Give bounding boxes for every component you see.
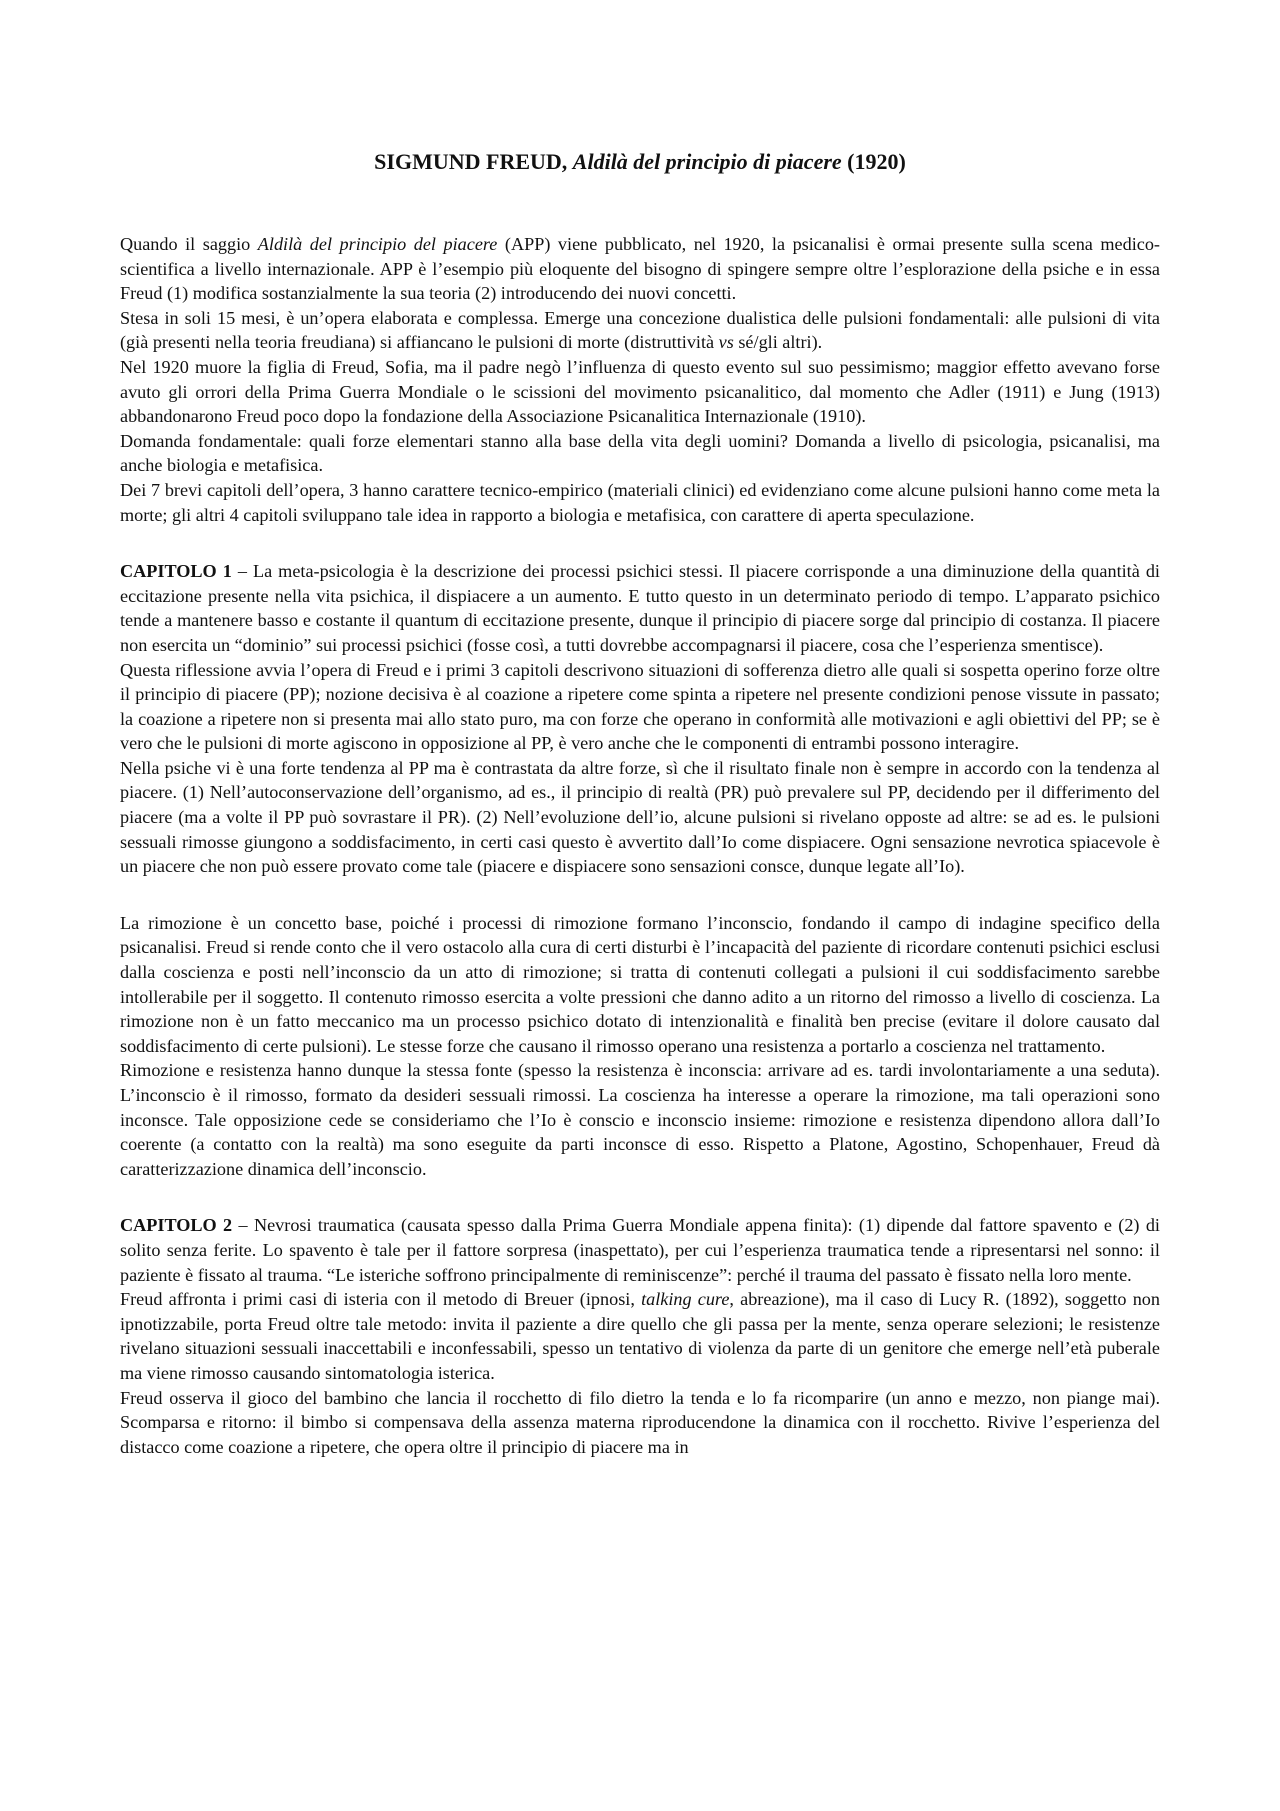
intro-paragraph-4: Domanda fondamentale: quali forze elementari stanno alla base della vita degli uomini? Domanda a livello di psicologia, psicanalisi, ma anche biologia e metafisica. (120, 430, 1160, 476)
document-title (120, 148, 1160, 176)
chapter-2-paragraph-3: Freud osserva il gioco del bambino che lancia il rocchetto di filo dietro la tenda e lo fa ricomparire (un anno e mezzo, non piange mai). Scomparsa e ritorno: il bimbo si compensava della assenza materna riproducendone la dinamica con il rocchetto. Rivive l’esperienza del distacco come coazione a ripetere, che opera oltre il principio di piacere ma in (120, 1387, 1160, 1457)
chapter-1-paragraph-3: Nella psiche vi è una forte tendenza al PP ma è contrastata da altre forze, sì che il risultato finale non è sempre in accordo con la tendenza al piacere. (1) Nell’autoconservazione dell’organismo, ad es., il principio di realtà (PR) può prevalere sul PP, decidendo per il differimento del piacere (ma a volte il PP può sovrastare il PR). (2) Nell’evoluzione dell’io, alcune pulsioni si rivelano opposte ad altre: se ad es. le pulsioni sessuali rimosse giungono a soddisfacimento, in certi casi questo è avvertito dall’Io come dispiacere. Ogni sensazione nevrotica spiacevole è un piacere che non può essere provato come tale (piacere e dispiacere sono sensazioni consce, dunque legate all’Io). (120, 757, 1160, 877)
chapter-2-section (120, 1213, 1160, 1459)
rimozione-section (120, 911, 1160, 1182)
chapter-2-p2-italic-talking-cure: talking cure (641, 1289, 730, 1310)
chapter-2-paragraph-1 (120, 1213, 1160, 1287)
chapter-1-p1-text: – La meta-psicologia è la descrizione dei processi psichici stessi. Il piacere corrisponde a una diminuzione della quantità di eccitazione presente nella vita psichica, il dispiacere a un aumento. E tutto questo in un determinato periodo di tempo. L’apparato psichico tende a mantenere basso e costante il quantum di eccitazione presente, dunque il principio di piacere sorge dal principio di costanza. Il piacere non esercita un “dominio” sui processi psichici (fosse così, a tutti dovrebbe accompagnarsi il piacere, cosa che l’esperienza smentisce). (120, 561, 1160, 655)
intro-paragraph-1 (120, 232, 1160, 306)
intro-p2-italic-vs: vs (718, 332, 734, 353)
intro-p1-text-a: Quando il saggio (120, 234, 258, 254)
title-author: SIGMUND FREUD, (374, 149, 568, 174)
document-page (120, 148, 1160, 1491)
intro-paragraph-2 (120, 306, 1160, 355)
intro-section (120, 232, 1160, 527)
title-year: (1920) (847, 149, 906, 174)
intro-p2-text-a: Stesa in soli 15 mesi, è un’opera elaborata e complessa. Emerge una concezione dualistica delle pulsioni fondamentali: alle pulsioni di vita (già presenti nella teoria freudiana) si affiancano le pulsioni di morte (distruttività (120, 307, 1160, 353)
intro-paragraph-5: Dei 7 brevi capitoli dell’opera, 3 hanno carattere tecnico-empirico (materiali clinici) ed evidenziano come alcune pulsioni hanno come meta la morte; gli altri 4 capitoli sviluppano tale idea in rapporto a biologia e metafisica, con carattere di aperta speculazione. (120, 479, 1160, 525)
intro-paragraph-3: Nel 1920 muore la figlia di Freud, Sofia, ma il padre negò l’influenza di questo evento sul suo pessimismo; maggior effetto avevano forse avuto gli orrori della Prima Guerra Mondiale o le scissioni del movimento psicanalitico, dal momento che Adler (1911) e Jung (1913) abbandonarono Freud poco dopo la fondazione della Associazione Psicanalitica Internazionale (1910). (120, 356, 1160, 427)
chapter-1-section (120, 559, 1160, 879)
chapter-1-paragraph-2: Questa riflessione avvia l’opera di Freud e i primi 3 capitoli descrivono situazioni di sofferenza dietro alle quali si sospetta operino forze oltre il principio di piacere (PP); nozione decisiva è al coazione a ripetere come spinta a ripetere nel presente condizioni penose vissute in passato; la coazione a ripetere non si presenta mai allo stato puro, ma con forze che operano in conformità alle motivazioni e agli obiettivi del PP; se è vero che le pulsioni di morte agiscono in opposizione al PP, è vero anche che le componenti di entrambi possono interagire. (120, 659, 1160, 754)
chapter-1-paragraph-1 (120, 559, 1160, 657)
rimozione-paragraph-1: La rimozione è un concetto base, poiché i processi di rimozione formano l’inconscio, fondando il campo di indagine specifico della psicanalisi. Freud si rende conto che il vero ostacolo alla cura di certi disturbi è l’incapacità del paziente di ricordare contenuti psichici esclusi dalla coscienza e posti nell’inconscio da un atto di rimozione; si tratta di contenuti collegati a pulsioni il cui soddisfacimento sarebbe intollerabile per il soggetto. Il contenuto rimosso esercita a volte pressioni che danno adito a un ritorno del rimosso a livello di coscienza. La rimozione non è un fatto meccanico ma un processo psichico dotato di intenzionalità e finalità ben precise (evitare il dolore causato dal soddisfacimento di certe pulsioni). Le stesse forze che causano il rimosso operano una resistenza a portarlo a coscienza nel trattamento. (120, 912, 1160, 1056)
chapter-2-p2-text-a: Freud affronta i primi casi di isteria con il metodo di Breuer (ipnosi, (120, 1289, 642, 1310)
chapter-2-p1-text: – Nevrosi traumatica (causata spesso dalla Prima Guerra Mondiale appena finita): (1) dipende dal fattore spavento e (2) di solito senza ferite. Lo spavento è tale per il fattore sorpresa (inaspettato), per cui l’esperienza traumatica tende a ripresentarsi nel sonno: il paziente è fissato al trauma. “Le isteriche soffrono principalmente di reminiscenze”: perché il trauma del passato è fissato nella loro mente. (120, 1215, 1160, 1285)
chapter-2-label: CAPITOLO 2 (120, 1215, 233, 1236)
chapter-2-p2-text-c: , abreazione), ma il caso di Lucy R. (1892), soggetto non ipnotizzabile, porta Freud oltre tale metodo: invita il paziente a dire quello che gli passa per la mente, senza operare selezioni; le resistenze rivelano situazioni sessuali inaccettabili e inconfessabili, spesso un tentativo di violenza da parte di un genitore che emerge nell’età puberale ma viene rimosso causando sintomatologia isterica. (120, 1289, 1160, 1383)
intro-p2-text-c: sé/gli altri). (733, 332, 823, 353)
title-work: Aldilà del principio di piacere (572, 149, 842, 174)
intro-p1-text-c: (APP) viene pubblicato, nel 1920, la psicanalisi è ormai presente sulla scena medico-scientifica a livello internazionale. APP è l’esempio più eloquente del bisogno di spingere sempre oltre l’esplorazione della psiche e in essa Freud (1) modifica sostanzialmente la sua teoria (2) introducendo dei nuovi concetti. (120, 234, 1160, 304)
chapter-1-label: CAPITOLO 1 (120, 561, 232, 582)
chapter-2-paragraph-2 (120, 1287, 1160, 1385)
intro-p1-italic-title: Aldilà del principio del piacere (257, 234, 498, 254)
rimozione-paragraph-2: Rimozione e resistenza hanno dunque la stessa fonte (spesso la resistenza è inconscia: arrivare ad es. tardi involontariamente a una seduta). L’inconscio è il rimosso, formato da desideri sessuali rimossi. La coscienza ha interesse a operare la rimozione, ma tali operazioni sono inconsce. Tale opposizione cede se consideriamo che l’Io è conscio e inconscio insieme: rimozione e resistenza dipendono allora dall’Io coerente (a contatto con la realtà) ma sono eseguite da parti inconsce di esso. Rispetto a Platone, Agostino, Schopenhauer, Freud dà caratterizzazione dinamica dell’inconscio. (120, 1060, 1160, 1179)
